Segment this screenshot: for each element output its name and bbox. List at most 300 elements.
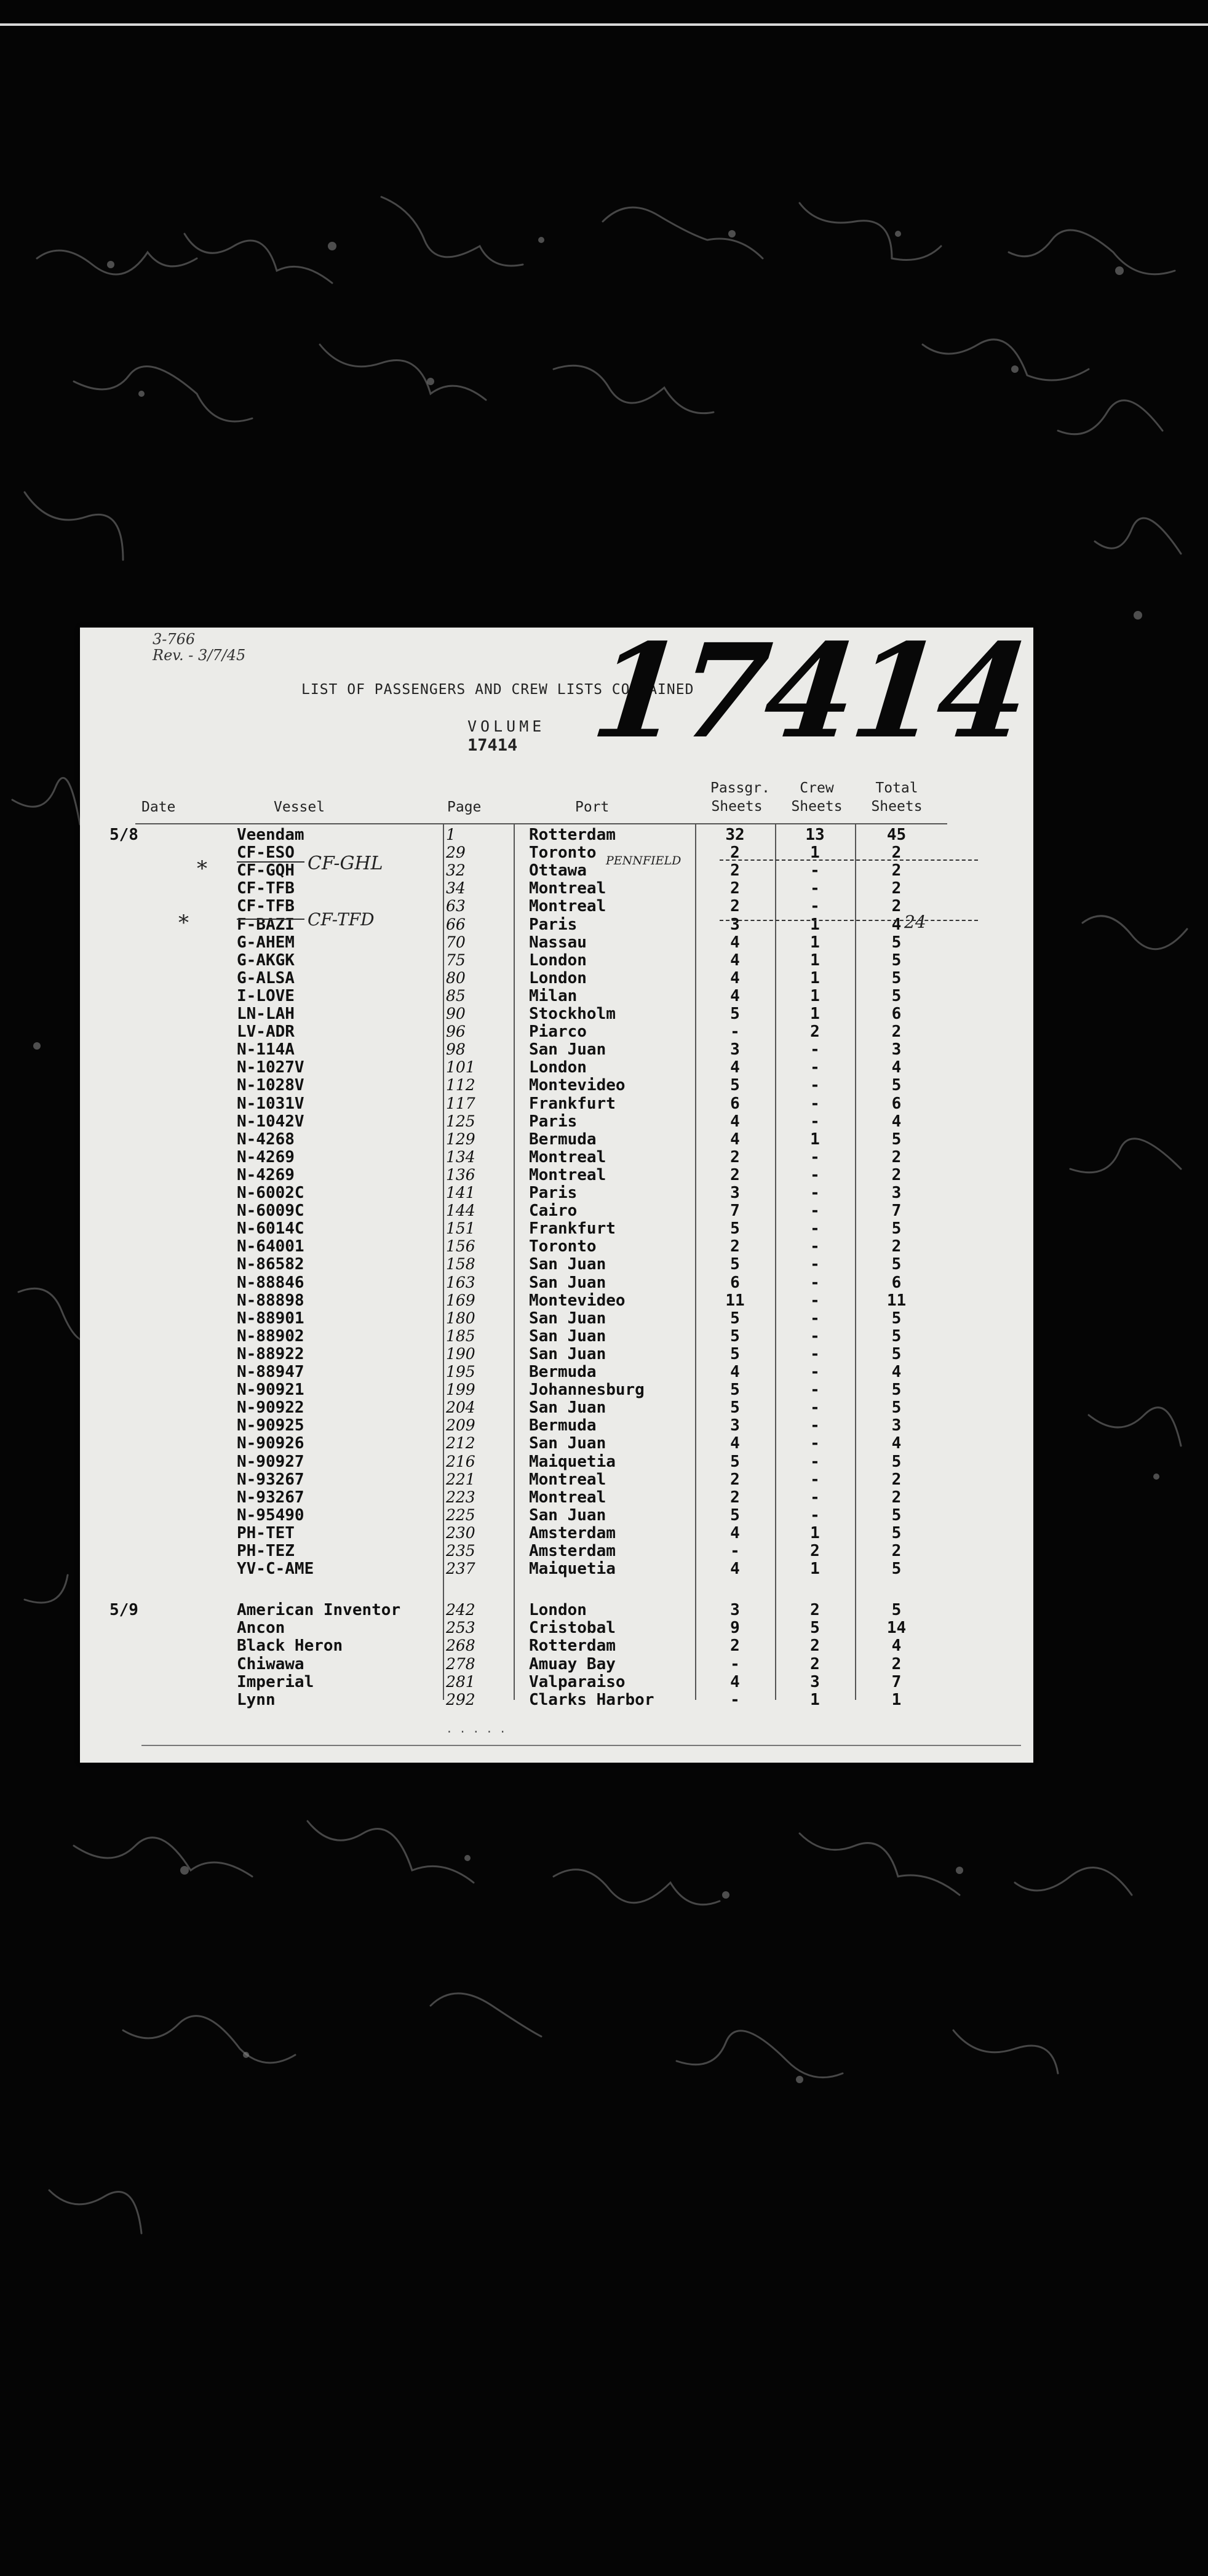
cell-crew-sheets: 1 <box>810 968 820 987</box>
cell-total-sheets: 2 <box>891 897 902 916</box>
cell-passenger-sheets: 4 <box>730 986 740 1005</box>
handwritten-volume-stamp: 17414 <box>586 615 1033 767</box>
table-row <box>80 1655 1033 1673</box>
cell-page: 225 <box>446 1505 475 1524</box>
cell-vessel: N-88898 <box>237 1291 304 1310</box>
cell-page: 230 <box>446 1523 475 1542</box>
cell-vessel: N-90926 <box>237 1434 304 1453</box>
table-row <box>80 933 1033 951</box>
cell-port: Bermuda <box>529 1363 597 1381</box>
cell-crew-sheets: 1 <box>810 843 820 863</box>
cell-crew-sheets: - <box>810 1076 820 1095</box>
cell-vessel: CF-TFB <box>237 879 295 898</box>
cell-vessel: N-1031V <box>237 1094 304 1113</box>
cell-page: 292 <box>446 1690 475 1709</box>
cell-passenger-sheets: 2 <box>730 897 740 916</box>
cell-port: San Juan <box>529 1273 606 1292</box>
cell-crew-sheets: - <box>810 1165 820 1184</box>
cell-passenger-sheets: 4 <box>730 1523 740 1542</box>
cell-vessel: N-6009C <box>237 1202 304 1221</box>
handwritten-cf-ghl: CF-GHL <box>308 853 383 874</box>
cell-page: 70 <box>446 933 466 951</box>
table-row <box>80 1637 1033 1654</box>
cell-crew-sheets: - <box>810 1470 820 1489</box>
cell-vessel: N-90921 <box>237 1381 304 1400</box>
cell-port: Paris <box>529 915 578 934</box>
cell-total-sheets: 5 <box>891 1219 902 1238</box>
cell-vessel: N-1042V <box>237 1112 304 1131</box>
table-row <box>80 1524 1033 1542</box>
cell-port: Toronto <box>529 843 597 863</box>
cell-port: Rotterdam <box>529 826 616 844</box>
cell-crew-sheets: 1 <box>810 1560 820 1579</box>
cell-page: 29 <box>446 843 466 862</box>
cell-passenger-sheets: - <box>730 1690 740 1709</box>
table-row <box>80 951 1033 969</box>
cell-port: Paris <box>529 1112 578 1131</box>
bottom-rule <box>141 1745 1021 1746</box>
cell-total-sheets: 2 <box>891 1470 902 1489</box>
cell-port: Nassau <box>529 933 587 952</box>
cell-port: San Juan <box>529 1326 606 1346</box>
table-row <box>80 1166 1033 1184</box>
header-passenger-sheets: Passgr. Sheets <box>710 780 770 815</box>
table-row <box>80 1345 1033 1363</box>
cell-passenger-sheets: 4 <box>730 951 740 970</box>
table-row <box>80 1488 1033 1506</box>
cell-crew-sheets: - <box>810 1326 820 1346</box>
cell-vessel: N-90922 <box>237 1398 304 1418</box>
cell-port: Stockholm <box>529 1005 616 1023</box>
cell-total-sheets: 2 <box>891 861 902 880</box>
cell-total-sheets: 2 <box>891 1654 902 1673</box>
cell-page: 101 <box>446 1058 475 1077</box>
table-row <box>80 1363 1033 1381</box>
cell-vessel: American Inventor <box>237 1601 401 1620</box>
cell-page: 32 <box>446 861 466 880</box>
table-row <box>80 1434 1033 1452</box>
cell-total-sheets: 4 <box>891 1434 902 1453</box>
cell-vessel: LN-LAH <box>237 1005 295 1023</box>
cell-total-sheets: 14 <box>886 1619 907 1638</box>
cell-port: Montreal <box>529 1488 606 1507</box>
cell-passenger-sheets: 5 <box>730 1219 740 1238</box>
cell-total-sheets: 5 <box>891 933 902 952</box>
table-row <box>80 1202 1033 1219</box>
table-row <box>80 1076 1033 1094</box>
cell-page: 112 <box>446 1076 475 1095</box>
cell-total-sheets: 4 <box>891 1363 902 1381</box>
cell-crew-sheets: - <box>810 1505 820 1525</box>
cell-port: London <box>529 968 587 987</box>
cell-total-sheets: 4 <box>891 915 902 934</box>
cell-port: San Juan <box>529 1040 606 1059</box>
cell-total-sheets: 5 <box>891 1076 902 1095</box>
cell-passenger-sheets: 5 <box>730 1255 740 1274</box>
cell-port: Cristobal <box>529 1619 616 1638</box>
cell-total-sheets: 2 <box>891 1488 902 1507</box>
cell-total-sheets: 5 <box>891 1523 902 1542</box>
cell-vessel: N-88902 <box>237 1326 304 1346</box>
cell-page: 63 <box>446 897 466 915</box>
cell-crew-sheets: 1 <box>810 951 820 970</box>
cell-crew-sheets: - <box>810 1416 820 1435</box>
cell-total-sheets: 4 <box>891 1112 902 1131</box>
cell-vessel: N-86582 <box>237 1255 304 1274</box>
strike-line-row-2 <box>720 859 978 861</box>
document-title: LIST OF PASSENGERS AND CREW LISTS CONTAINED <box>301 682 694 698</box>
table-row <box>80 1453 1033 1470</box>
cell-vessel: N-88922 <box>237 1344 304 1363</box>
cell-vessel: YV-C-AME <box>237 1560 314 1579</box>
cell-passenger-sheets: 4 <box>730 1112 740 1131</box>
cell-vessel: N-6002C <box>237 1184 304 1202</box>
table-row <box>80 1381 1033 1398</box>
cell-port: Cairo <box>529 1202 578 1221</box>
cell-crew-sheets: - <box>810 1237 820 1256</box>
cell-vessel: Lynn <box>237 1690 276 1709</box>
cell-page: 1 <box>446 826 456 843</box>
cell-page: 90 <box>446 1005 466 1023</box>
cell-total-sheets: 3 <box>891 1040 902 1059</box>
header-vessel: Vessel <box>274 799 325 815</box>
table-row <box>80 1309 1033 1327</box>
cell-crew-sheets: 1 <box>810 1523 820 1542</box>
cell-vessel: Veendam <box>237 826 304 844</box>
asterisk-annotation: * <box>197 856 207 881</box>
cell-page: 75 <box>446 951 466 969</box>
cell-vessel: I-LOVE <box>237 986 295 1005</box>
table-row <box>80 1506 1033 1524</box>
table-row <box>80 1327 1033 1345</box>
cell-vessel: CF-ESO <box>237 843 295 863</box>
cell-port: San Juan <box>529 1505 606 1525</box>
cell-total-sheets: 5 <box>891 1452 902 1471</box>
cell-crew-sheets: - <box>810 1434 820 1453</box>
cell-total-sheets: 2 <box>891 879 902 898</box>
cell-total-sheets: 2 <box>891 1542 902 1560</box>
cell-passenger-sheets: 9 <box>730 1619 740 1638</box>
table-row <box>80 1416 1033 1434</box>
cell-crew-sheets: 3 <box>810 1672 820 1691</box>
cell-passenger-sheets: 5 <box>730 1381 740 1400</box>
table-row <box>80 1601 1033 1619</box>
cell-date: 5/9 <box>109 1601 138 1620</box>
cell-port: San Juan <box>529 1434 606 1453</box>
table-row <box>80 897 1033 915</box>
cell-passenger-sheets: - <box>730 1023 740 1042</box>
cell-vessel: Ancon <box>237 1619 285 1638</box>
cell-total-sheets: 1 <box>891 1690 902 1709</box>
cell-total-sheets: 4 <box>891 1058 902 1077</box>
table-row <box>80 915 1033 933</box>
cell-page: 216 <box>446 1452 475 1470</box>
cell-page: 204 <box>446 1398 475 1417</box>
cell-vessel: N-4268 <box>237 1130 295 1149</box>
cell-page: 158 <box>446 1255 475 1274</box>
cell-page: 85 <box>446 986 466 1005</box>
cell-passenger-sheets: 5 <box>730 1505 740 1525</box>
asterisk-annotation-2: * <box>178 911 189 935</box>
cell-vessel: Chiwawa <box>237 1654 304 1673</box>
table-row <box>80 1237 1033 1255</box>
cell-passenger-sheets: 4 <box>730 1672 740 1691</box>
cell-page: 281 <box>446 1672 475 1691</box>
cell-page: 117 <box>446 1094 475 1112</box>
header-rule <box>135 823 947 824</box>
strike-vessel-cf-tfb <box>237 919 304 920</box>
cell-port: Amsterdam <box>529 1542 616 1560</box>
cell-vessel: G-ALSA <box>237 968 295 987</box>
cell-total-sheets: 6 <box>891 1005 902 1023</box>
cell-page: 235 <box>446 1542 475 1560</box>
cell-total-sheets: 5 <box>891 986 902 1005</box>
cell-total-sheets: 2 <box>891 843 902 863</box>
cell-crew-sheets: - <box>810 1398 820 1418</box>
cell-page: 169 <box>446 1291 475 1309</box>
cell-crew-sheets: - <box>810 1381 820 1400</box>
cell-page: 237 <box>446 1560 475 1578</box>
table-row <box>80 969 1033 987</box>
cell-vessel: N-88947 <box>237 1363 304 1381</box>
cell-vessel: Imperial <box>237 1672 314 1691</box>
cell-passenger-sheets: - <box>730 1654 740 1673</box>
cell-passenger-sheets: 2 <box>730 843 740 863</box>
cell-total-sheets: 2 <box>891 1165 902 1184</box>
table-row <box>80 1219 1033 1237</box>
cell-total-sheets: 5 <box>891 1505 902 1525</box>
cell-crew-sheets: - <box>810 879 820 898</box>
cell-passenger-sheets: 2 <box>730 1237 740 1256</box>
cell-passenger-sheets: 4 <box>730 1560 740 1579</box>
cell-port: Montevideo <box>529 1291 626 1310</box>
cell-page: 223 <box>446 1488 475 1506</box>
cell-port: London <box>529 951 587 970</box>
cell-passenger-sheets: 3 <box>730 1184 740 1202</box>
cell-total-sheets: 6 <box>891 1094 902 1113</box>
cell-vessel: G-AKGK <box>237 951 295 970</box>
cell-page: 129 <box>446 1130 475 1148</box>
cell-total-sheets: 3 <box>891 1416 902 1435</box>
cell-page: 151 <box>446 1219 475 1238</box>
cell-port: Milan <box>529 986 578 1005</box>
cell-total-sheets: 4 <box>891 1637 902 1656</box>
cell-page: 144 <box>446 1202 475 1220</box>
cell-port: Montreal <box>529 1470 606 1489</box>
cell-vessel: N-1027V <box>237 1058 304 1077</box>
table-row <box>80 1184 1033 1202</box>
cell-vessel: N-93267 <box>237 1470 304 1489</box>
table-row <box>80 1112 1033 1130</box>
table-row <box>80 1274 1033 1291</box>
cell-port: Bermuda <box>529 1416 597 1435</box>
cell-crew-sheets: - <box>810 1273 820 1292</box>
cell-port: Frankfurt <box>529 1219 616 1238</box>
header-page: Page <box>447 799 482 815</box>
cell-passenger-sheets: 5 <box>730 1398 740 1418</box>
cell-page: 141 <box>446 1184 475 1202</box>
cell-passenger-sheets: 5 <box>730 1326 740 1346</box>
cell-passenger-sheets: 2 <box>730 1147 740 1166</box>
cell-port: Johannesburg <box>529 1381 645 1400</box>
cell-port: Rotterdam <box>529 1637 616 1656</box>
header-crew-sheets: Crew Sheets <box>791 780 843 815</box>
cell-page: 212 <box>446 1434 475 1453</box>
table-row <box>80 1470 1033 1488</box>
cell-vessel: N-4269 <box>237 1165 295 1184</box>
cell-passenger-sheets: 4 <box>730 968 740 987</box>
cell-date: 5/8 <box>109 826 138 844</box>
cell-passenger-sheets: 2 <box>730 1470 740 1489</box>
table-row <box>80 1560 1033 1577</box>
cell-port: Bermuda <box>529 1130 597 1149</box>
cell-page: 199 <box>446 1381 475 1399</box>
cell-total-sheets: 11 <box>886 1291 907 1310</box>
cell-port: Amuay Bay <box>529 1654 616 1673</box>
cell-total-sheets: 5 <box>891 1309 902 1328</box>
cell-crew-sheets: 1 <box>810 1130 820 1149</box>
cell-passenger-sheets: 4 <box>730 1363 740 1381</box>
cell-passenger-sheets: 2 <box>730 879 740 898</box>
volume-number: 17414 <box>467 736 518 755</box>
header-date: Date <box>141 799 176 815</box>
cell-crew-sheets: 1 <box>810 986 820 1005</box>
cell-crew-sheets: 2 <box>810 1023 820 1042</box>
handwritten-cf-tfd: CF-TFD <box>308 909 375 930</box>
cell-vessel: N-93267 <box>237 1488 304 1507</box>
cell-port: Maiquetia <box>529 1560 616 1579</box>
cell-total-sheets: 5 <box>891 1601 902 1620</box>
cell-crew-sheets: 2 <box>810 1542 820 1560</box>
cell-crew-sheets: - <box>810 1452 820 1471</box>
cell-vessel: N-88846 <box>237 1273 304 1292</box>
table-row <box>80 1691 1033 1709</box>
form-number: 3-766 <box>153 631 196 648</box>
cell-total-sheets: 5 <box>891 1560 902 1579</box>
header-total-sheets: Total Sheets <box>871 780 923 815</box>
cell-crew-sheets: - <box>810 1488 820 1507</box>
cell-port: San Juan <box>529 1344 606 1363</box>
table-row <box>80 879 1033 897</box>
cell-page: 134 <box>446 1147 475 1166</box>
cell-passenger-sheets: 4 <box>730 933 740 952</box>
cell-page: 125 <box>446 1112 475 1130</box>
cell-passenger-sheets: 2 <box>730 861 740 880</box>
cell-vessel: F-BAZI <box>237 915 295 934</box>
cell-passenger-sheets: 4 <box>730 1130 740 1149</box>
document-sheet <box>80 615 1033 1763</box>
table-row <box>80 1130 1033 1148</box>
cell-page: 98 <box>446 1040 466 1059</box>
cell-port: Piarco <box>529 1023 587 1042</box>
table-row <box>80 1005 1033 1023</box>
table-row <box>80 1619 1033 1637</box>
cell-total-sheets: 5 <box>891 1326 902 1346</box>
table-row <box>80 1398 1033 1416</box>
cell-page: 221 <box>446 1470 475 1488</box>
cell-page: 80 <box>446 968 466 987</box>
cell-passenger-sheets: - <box>730 1542 740 1560</box>
cell-port: Paris <box>529 1184 578 1202</box>
revision-date: Rev. - 3/7/45 <box>153 647 246 664</box>
cell-crew-sheets: - <box>810 897 820 916</box>
handwritten-total-correction: 24 <box>904 912 926 932</box>
cell-port: Valparaiso <box>529 1672 626 1691</box>
cell-passenger-sheets: 3 <box>730 1601 740 1620</box>
cell-passenger-sheets: 7 <box>730 1202 740 1221</box>
cell-passenger-sheets: 5 <box>730 1344 740 1363</box>
cell-crew-sheets: - <box>810 1147 820 1166</box>
cell-page: 136 <box>446 1165 475 1184</box>
cell-page: 278 <box>446 1654 475 1673</box>
cell-passenger-sheets: 5 <box>730 1452 740 1471</box>
cell-crew-sheets: - <box>810 1112 820 1131</box>
cell-port: Montevideo <box>529 1076 626 1095</box>
table-row <box>80 843 1033 861</box>
header-port: Port <box>575 799 610 815</box>
cell-crew-sheets: 1 <box>810 1690 820 1709</box>
cell-port: Montreal <box>529 897 606 916</box>
cell-crew-sheets: - <box>810 1219 820 1238</box>
cell-crew-sheets: 1 <box>810 915 820 934</box>
cell-page: 34 <box>446 879 466 898</box>
cell-total-sheets: 5 <box>891 1255 902 1274</box>
cell-port: Clarks Harbor <box>529 1690 654 1709</box>
cell-port: London <box>529 1058 587 1077</box>
cell-vessel: N-95490 <box>237 1505 304 1525</box>
cell-port: Ottawa <box>529 861 587 880</box>
cell-crew-sheets: 1 <box>810 1005 820 1023</box>
table-row <box>80 861 1033 879</box>
cell-crew-sheets: - <box>810 861 820 880</box>
cell-total-sheets: 45 <box>886 826 907 844</box>
cell-crew-sheets: 2 <box>810 1637 820 1656</box>
cell-crew-sheets: - <box>810 1291 820 1310</box>
cell-total-sheets: 5 <box>891 951 902 970</box>
cell-page: 190 <box>446 1344 475 1363</box>
cell-page: 156 <box>446 1237 475 1256</box>
cell-vessel: N-6014C <box>237 1219 304 1238</box>
cell-total-sheets: 5 <box>891 1130 902 1149</box>
cell-passenger-sheets: 2 <box>730 1488 740 1507</box>
cell-port: San Juan <box>529 1255 606 1274</box>
cell-port: Montreal <box>529 879 606 898</box>
cell-vessel: N-114A <box>237 1040 295 1059</box>
cell-crew-sheets: - <box>810 1184 820 1202</box>
volume-label: VOLUME <box>467 717 546 735</box>
cell-passenger-sheets: 11 <box>725 1291 745 1310</box>
table-row <box>80 987 1033 1005</box>
cell-passenger-sheets: 6 <box>730 1094 740 1113</box>
table-row <box>80 1058 1033 1076</box>
cell-crew-sheets: - <box>810 1255 820 1274</box>
cell-port: Montreal <box>529 1165 606 1184</box>
cell-vessel: N-4269 <box>237 1147 295 1166</box>
table-row <box>80 1255 1033 1273</box>
table-row <box>80 1148 1033 1166</box>
cell-passenger-sheets: 3 <box>730 915 740 934</box>
cell-total-sheets: 7 <box>891 1202 902 1221</box>
strike-vessel-cf-eso <box>237 861 304 863</box>
cell-page: 268 <box>446 1637 475 1655</box>
cell-passenger-sheets: 5 <box>730 1076 740 1095</box>
table-row <box>80 1291 1033 1309</box>
cell-port: Frankfurt <box>529 1094 616 1113</box>
cell-total-sheets: 6 <box>891 1273 902 1292</box>
cell-vessel: N-64001 <box>237 1237 304 1256</box>
cell-total-sheets: 5 <box>891 1398 902 1418</box>
cell-crew-sheets: - <box>810 1094 820 1113</box>
